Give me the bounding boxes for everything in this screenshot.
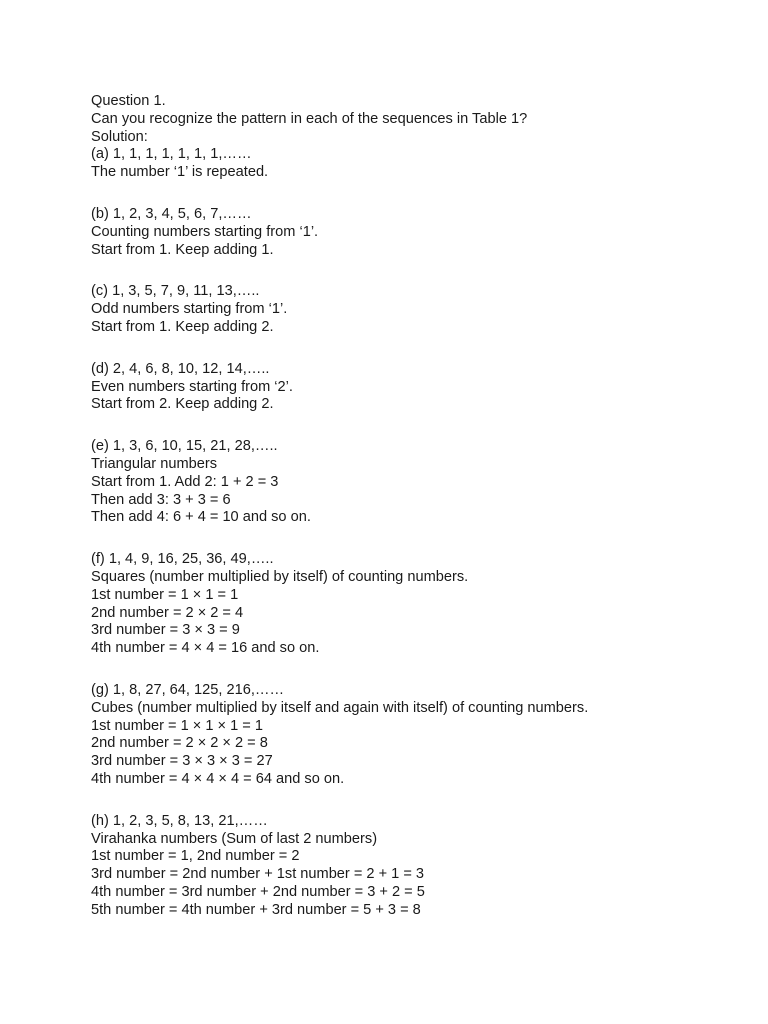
explanation-line: Squares (number multiplied by itself) of counting numbers.	[91, 568, 469, 585]
question-label: Question 1.	[91, 93, 166, 109]
explanation-line: Then add 3: 3 + 3 = 6	[91, 491, 231, 508]
explanation-line: 1st number = 1 × 1 = 1	[91, 586, 239, 603]
explanation-line: Odd numbers starting from ‘1’.	[91, 301, 288, 318]
solution-part-g	[91, 682, 731, 789]
explanation-line: Start from 1. Keep adding 2.	[91, 318, 274, 335]
explanation-line: 4th number = 4 × 4 = 16 and so on.	[91, 640, 320, 657]
question-text: Can you recognize the pattern in each of the sequences in Table 1?	[91, 110, 528, 127]
solution-part-d	[91, 361, 731, 414]
document-content	[91, 93, 731, 943]
solution-label: Solution:	[91, 128, 148, 145]
explanation-line: 1st number = 1, 2nd number = 2	[91, 848, 300, 865]
explanation-line: Triangular numbers	[91, 455, 217, 472]
solution-part-c	[91, 283, 731, 336]
sequence-line: (e) 1, 3, 6, 10, 15, 21, 28,…..	[91, 438, 278, 455]
explanation-line: Start from 1. Keep adding 1.	[91, 241, 274, 258]
explanation-line: 5th number = 4th number + 3rd number = 5 + 3 = 8	[91, 901, 421, 918]
explanation-line: Counting numbers starting from ‘1’.	[91, 223, 319, 240]
explanation-line: 3rd number = 3 × 3 = 9	[91, 622, 240, 639]
explanation-line: Even numbers starting from ‘2’.	[91, 378, 293, 395]
explanation-line: 1st number = 1 × 1 × 1 = 1	[91, 717, 263, 734]
explanation-line: 3rd number = 3 × 3 × 3 = 27	[91, 753, 273, 770]
sequence-line: (b) 1, 2, 3, 4, 5, 6, 7,……	[91, 205, 252, 222]
solution-part-b	[91, 206, 731, 259]
sequence-line: (h) 1, 2, 3, 5, 8, 13, 21,……	[91, 812, 268, 829]
explanation-line: Cubes (number multiplied by itself and again with itself) of counting numbers.	[91, 699, 589, 716]
sequence-line: (a) 1, 1, 1, 1, 1, 1, 1,……	[91, 146, 252, 163]
solution-part-h	[91, 813, 731, 920]
sequence-line: (g) 1, 8, 27, 64, 125, 216,……	[91, 681, 285, 698]
sequence-line: (d) 2, 4, 6, 8, 10, 12, 14,…..	[91, 360, 270, 377]
explanation-line: Virahanka numbers (Sum of last 2 numbers)	[91, 830, 378, 847]
sequence-line: (f) 1, 4, 9, 16, 25, 36, 49,…..	[91, 551, 274, 568]
solution-part-f	[91, 551, 731, 658]
sequence-line: (c) 1, 3, 5, 7, 9, 11, 13,…..	[91, 283, 260, 300]
explanation-line: 2nd number = 2 × 2 = 4	[91, 604, 244, 621]
explanation-line: 3rd number = 2nd number + 1st number = 2 + 1 = 3	[91, 866, 425, 883]
explanation-line: Then add 4: 6 + 4 = 10 and so on.	[91, 509, 311, 526]
explanation-line: 2nd number = 2 × 2 × 2 = 8	[91, 735, 268, 752]
explanation-line: 4th number = 4 × 4 × 4 = 64 and so on.	[91, 770, 345, 787]
solution-parts	[91, 146, 731, 919]
explanation-line: The number ‘1’ is repeated.	[91, 164, 269, 181]
explanation-line: 4th number = 3rd number + 2nd number = 3 + 2 = 5	[91, 883, 425, 900]
explanation-line: Start from 1. Add 2: 1 + 2 = 3	[91, 473, 279, 490]
question-header	[91, 93, 731, 146]
solution-part-a	[91, 146, 731, 182]
solution-part-e	[91, 438, 731, 527]
explanation-line: Start from 2. Keep adding 2.	[91, 396, 274, 413]
